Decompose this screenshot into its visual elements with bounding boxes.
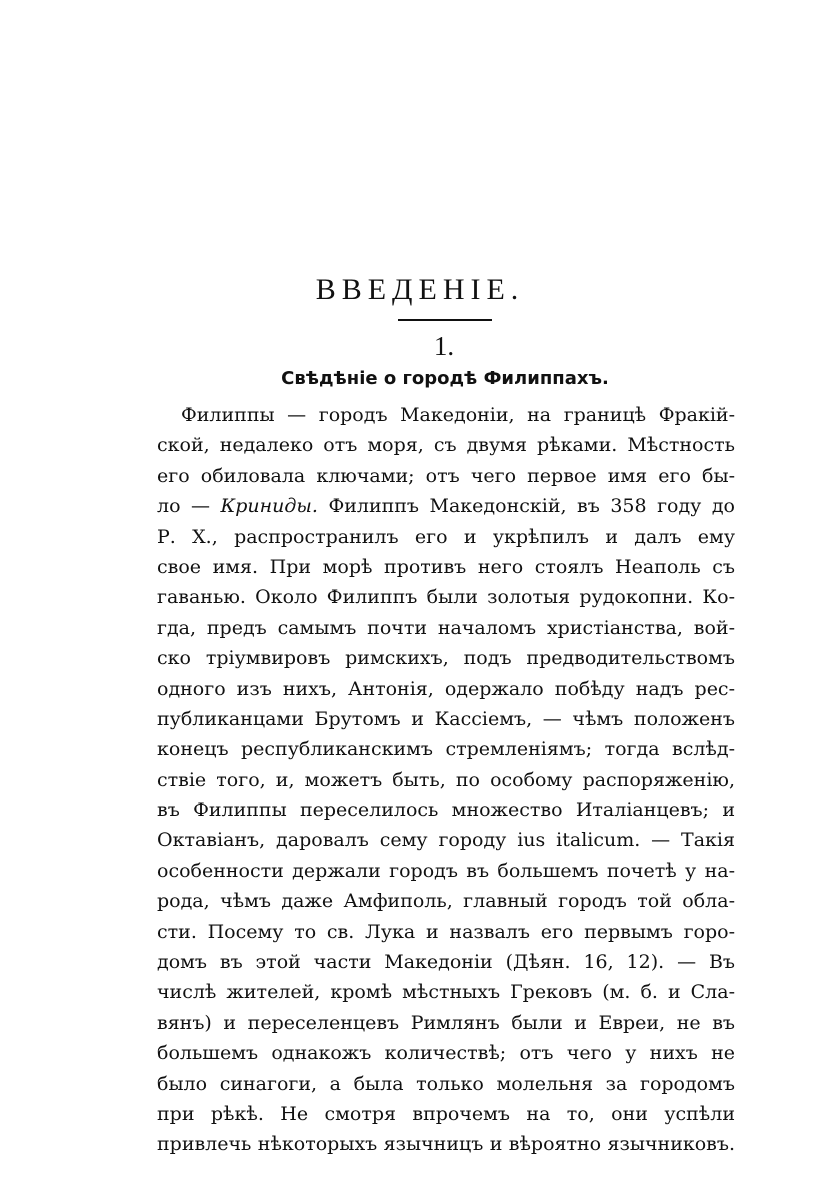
text-line-4 [157, 491, 735, 521]
text-line-7: гаванью. Около Филиппъ были золотыя рудокопни. Ко- [157, 586, 735, 609]
text-line-4-rest: Филиппъ Македонскій, въ 358 году до [317, 495, 735, 518]
text-line-22: большемъ однакожъ количествѣ; отъ чего у нихъ не [157, 1042, 735, 1065]
text-line-16: особенности держали городъ въ большемъ почетѣ у на- [157, 859, 735, 882]
text-line-23: было синагоги, а была только молельня за городомъ [157, 1072, 735, 1095]
section-number: 1. [433, 331, 455, 361]
text-line-21: вянъ) и переселенцевъ Римлянъ были и Евреи, не въ [157, 1011, 735, 1034]
text-line-13: ствіе того, и, можетъ быть, по особому распоряженію, [157, 768, 735, 791]
text-line-6: свое имя. При морѣ противъ него стоялъ Неаполь съ [157, 555, 735, 578]
text-line-11: публиканцами Брутомъ и Кассіемъ, — чѣмъ положенъ [157, 707, 735, 730]
text-line-12: конецъ республиканскимъ стремленіямъ; тогда вслѣд- [157, 738, 735, 761]
text-line-20: числѣ жителей, кромѣ мѣстныхъ Грековъ (м. б. и Сла- [157, 981, 735, 1004]
text-line-5: Р. Х., распространилъ его и укрѣпилъ и далъ ему [157, 525, 735, 548]
text-line-10: одного изъ нихъ, Антонія, одержало побѣду надъ рес- [157, 677, 735, 700]
text-line-4-start: ло — [157, 495, 221, 518]
text-line-9: ско тріумвировъ римскихъ, подъ предводительствомъ [157, 647, 735, 670]
text-line-3: его обиловала ключами; отъ чего первое имя его бы- [157, 464, 735, 487]
text-line-24: при рѣкѣ. Не смотря впрочемъ на то, они успѣли [157, 1102, 735, 1125]
text-line-19: домъ въ этой части Македоніи (Дѣян. 16, 12). — Въ [157, 951, 735, 974]
text-line-25: привлечь нѣкоторыхъ язычницъ и вѣроятно язычниковъ. [157, 1133, 735, 1156]
text-line-17: рода, чѣмъ даже Амфиполь, главный городъ той обла- [157, 890, 735, 913]
place-name-krinidy: Криниды. [220, 495, 318, 518]
text-line-2: ской, недалеко отъ моря, съ двумя рѣками. Мѣстность [157, 434, 735, 457]
text-line-14: въ Филиппы переселилось множество Италіанцевъ; и [157, 799, 735, 822]
body-paragraph [157, 400, 735, 1160]
text-line-18: сти. Посему то св. Лука и назвалъ его первымъ горо- [157, 920, 735, 943]
chapter-title: ВВЕДЕНІЕ. [315, 273, 525, 306]
text-line-15: Октавіанъ, даровалъ сему городу ius italicum. — Такія [157, 829, 735, 852]
title-divider [398, 319, 492, 321]
text-line-8: гда, предъ самымъ почти началомъ христіанства, вой- [157, 616, 735, 639]
section-heading: Свѣдѣніе о городѣ Филиппахъ. [281, 368, 609, 389]
text-line-1: Филиппы — городъ Македоніи, на границѣ Фракій- [181, 404, 735, 426]
